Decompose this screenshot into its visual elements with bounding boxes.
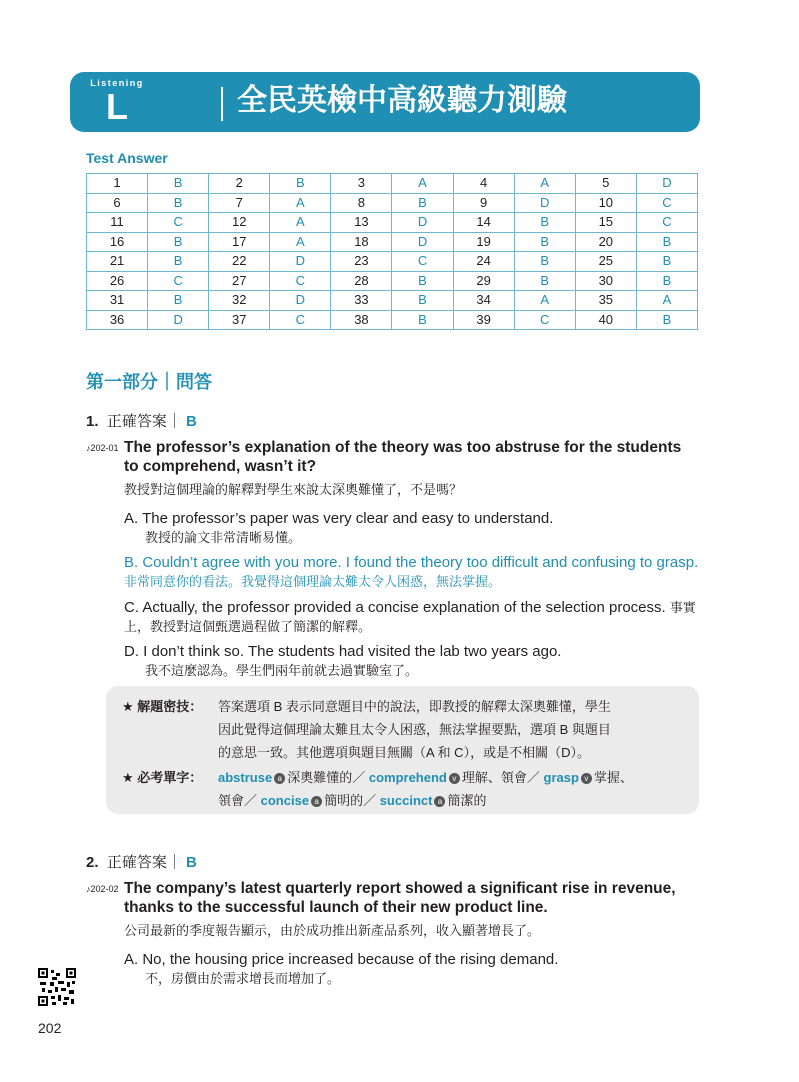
answer-key-row	[87, 193, 698, 213]
answer-key-question-number: 17	[209, 232, 270, 252]
answer-key-question-number: 11	[87, 213, 148, 233]
vocab-definition: 領會／	[218, 793, 258, 808]
q1-option-a	[124, 509, 704, 547]
answer-key-answer: B	[392, 291, 453, 311]
answer-key-row	[87, 174, 698, 194]
chapter-banner	[70, 72, 700, 132]
answer-key-answer: D	[392, 213, 453, 233]
answer-key-question-number: 14	[453, 213, 514, 233]
answer-key-question-number: 4	[453, 174, 514, 194]
answer-key-question-number: 12	[209, 213, 270, 233]
answer-key-label: Test Answer	[86, 150, 168, 166]
answer-key-question-number: 40	[575, 310, 636, 330]
answer-key-question-number: 28	[331, 271, 392, 291]
answer-key-answer: C	[148, 271, 209, 291]
answer-key-answer: A	[636, 291, 697, 311]
vocab-word: grasp	[543, 770, 579, 785]
qr-code	[38, 968, 76, 1006]
q1-tip-line: 答案選項 B 表示同意題目中的說法，即教授的解釋太深奧難懂，學生	[218, 699, 611, 714]
q1-number: 1.	[86, 413, 99, 430]
q1-option-d-translation: 我不這麼認為。學生們兩年前就去過實驗室了。	[145, 663, 419, 678]
q2-stem-translation: 公司最新的季度報告顯示，由於成功推出新產品系列，收入顯著增長了。	[124, 923, 541, 938]
answer-key-answer: C	[270, 310, 331, 330]
q1-option-c	[124, 598, 704, 636]
q1-option-a-text: A. The professor’s paper was very clear and easy to understand.	[124, 510, 554, 527]
answer-key-question-number: 34	[453, 291, 514, 311]
answer-key-question-number: 8	[331, 193, 392, 213]
answer-key-question-number: 3	[331, 174, 392, 194]
answer-key-question-number: 35	[575, 291, 636, 311]
chapter-title: 全民英檢中高級聽力測驗	[237, 84, 567, 117]
q2-option-a	[124, 950, 704, 988]
answer-key-answer: D	[148, 310, 209, 330]
answer-key-question-number: 26	[87, 271, 148, 291]
vocab-definition: 簡明的／	[324, 793, 377, 808]
answer-key-answer: C	[636, 193, 697, 213]
answer-key-answer: A	[514, 174, 575, 194]
vocab-definition: 理解、領會／	[461, 770, 540, 785]
chapter-tag	[86, 78, 148, 125]
answer-key-question-number: 2	[209, 174, 270, 194]
answer-key-answer: D	[392, 232, 453, 252]
q1-header	[86, 410, 197, 431]
answer-key-row	[87, 271, 698, 291]
q1-stem: The professor’s explanation of the theory was too abstruse for the students to comprehend, wasn’t it?	[124, 439, 682, 475]
answer-key-question-number: 1	[87, 174, 148, 194]
q1-answer: B	[186, 413, 197, 430]
vocab-word: comprehend	[368, 770, 447, 785]
q2-answer-label: 正確答案｜	[106, 854, 182, 871]
answer-key-answer: C	[636, 213, 697, 233]
answer-key-question-number: 10	[575, 193, 636, 213]
answer-key-answer: B	[148, 291, 209, 311]
q1-option-d-text: D. I don’t think so. The students had visited the lab two years ago.	[124, 643, 562, 660]
answer-key-answer: A	[270, 193, 331, 213]
answer-key-question-number: 37	[209, 310, 270, 330]
answer-key-answer: A	[514, 291, 575, 311]
vocab-definition: 掌握、	[593, 770, 633, 785]
answer-key-table	[86, 173, 698, 330]
answer-key-row	[87, 213, 698, 233]
part-of-speech-badge: a	[311, 796, 322, 807]
banner-divider	[221, 87, 223, 121]
q2-option-a-text: A. No, the housing price increased because of the rising demand.	[124, 951, 559, 968]
answer-key-answer: B	[636, 232, 697, 252]
answer-key-question-number: 36	[87, 310, 148, 330]
answer-key-answer: D	[636, 174, 697, 194]
section-title: 第一部分｜問答	[86, 372, 212, 392]
answer-key-question-number: 25	[575, 252, 636, 272]
answer-key-question-number: 20	[575, 232, 636, 252]
q1-tip	[122, 695, 611, 760]
answer-key-question-number: 24	[453, 252, 514, 272]
answer-key-row	[87, 291, 698, 311]
answer-key-answer: B	[270, 174, 331, 194]
q1-audio-track: ♪202-01	[86, 443, 119, 453]
vocab-word: abstruse	[218, 770, 273, 785]
q1-option-b-text: B. Couldn’t agree with you more. I found the theory too difficult and confusing to grasp.	[124, 554, 699, 571]
answer-key-question-number: 15	[575, 213, 636, 233]
answer-key-question-number: 7	[209, 193, 270, 213]
answer-key-question-number: 22	[209, 252, 270, 272]
answer-key-question-number: 33	[331, 291, 392, 311]
answer-key-answer: A	[270, 213, 331, 233]
q1-stem-translation: 教授對這個理論的解釋對學生來說太深奧難懂了，不是嗎？	[124, 482, 463, 497]
answer-key-answer: C	[148, 213, 209, 233]
answer-key-question-number: 29	[453, 271, 514, 291]
q1-option-c-translation: 事實上，教授對這個甄選過程做了簡潔的解釋。	[124, 600, 696, 634]
q1-vocab-label: ★ 必考單字：	[122, 770, 203, 785]
q2-option-a-translation: 不，房價由於需求增長而增加了。	[145, 971, 341, 986]
vocab-definition: 深奧難懂的／	[287, 770, 366, 785]
q2-header	[86, 851, 197, 872]
q1-option-c-text: C. Actually, the professor provided a concise explanation of the selection process.	[124, 599, 666, 616]
answer-key-question-number: 13	[331, 213, 392, 233]
part-of-speech-badge: a	[274, 773, 285, 784]
answer-key-question-number: 6	[87, 193, 148, 213]
answer-key-question-number: 38	[331, 310, 392, 330]
vocab-word: succinct	[379, 793, 433, 808]
q1-answer-label: 正確答案｜	[106, 413, 182, 430]
answer-key-answer: D	[514, 193, 575, 213]
chapter-tag-letter: L	[106, 86, 128, 127]
answer-key-answer: B	[392, 310, 453, 330]
answer-key-question-number: 31	[87, 291, 148, 311]
answer-key-answer: B	[148, 252, 209, 272]
q1-tip-line: 的意思一致。其他選項與題目無關（A 和 C），或是不相關（D）。	[218, 745, 590, 760]
answer-key-answer: D	[270, 291, 331, 311]
answer-key-answer: B	[392, 271, 453, 291]
q2-number: 2.	[86, 854, 99, 871]
answer-key-answer: B	[636, 252, 697, 272]
answer-key-answer: B	[514, 213, 575, 233]
answer-key-row	[87, 252, 698, 272]
answer-key-answer: B	[514, 271, 575, 291]
answer-key-answer: B	[514, 252, 575, 272]
answer-key-question-number: 21	[87, 252, 148, 272]
answer-key-question-number: 19	[453, 232, 514, 252]
answer-key-answer: B	[392, 193, 453, 213]
chapter-tag-label: Listening	[90, 78, 144, 88]
answer-key-answer: B	[514, 232, 575, 252]
answer-key-answer: B	[148, 232, 209, 252]
answer-key-row	[87, 232, 698, 252]
answer-key-question-number: 32	[209, 291, 270, 311]
q1-tip-label: ★ 解題密技：	[122, 699, 203, 714]
q2-audio-track: ♪202-02	[86, 884, 119, 894]
answer-key-question-number: 39	[453, 310, 514, 330]
answer-key-question-number: 30	[575, 271, 636, 291]
q1-option-b-translation: 非常同意你的看法。我覺得這個理論太難太令人困惑，無法掌握。	[124, 574, 502, 589]
answer-key-question-number: 9	[453, 193, 514, 213]
q1-vocab	[122, 766, 633, 808]
q1-tip-line: 因此覺得這個理論太難且太令人困惑，無法掌握要點，選項 B 與題目	[218, 722, 611, 737]
answer-key-answer: A	[270, 232, 331, 252]
answer-key-answer: D	[270, 252, 331, 272]
part-of-speech-badge: v	[581, 773, 592, 784]
answer-key-answer: B	[636, 271, 697, 291]
part-of-speech-badge: a	[434, 796, 445, 807]
answer-key-answer: B	[148, 193, 209, 213]
answer-key-answer: A	[392, 174, 453, 194]
answer-key-answer: B	[636, 310, 697, 330]
part-of-speech-badge: v	[449, 773, 460, 784]
answer-key-question-number: 16	[87, 232, 148, 252]
answer-key-row	[87, 310, 698, 330]
answer-key-answer: B	[148, 174, 209, 194]
answer-key-answer: C	[270, 271, 331, 291]
q1-option-a-translation: 教授的論文非常清晰易懂。	[145, 530, 302, 545]
answer-key-answer: C	[392, 252, 453, 272]
answer-key-question-number: 5	[575, 174, 636, 194]
q1-option-d	[124, 642, 704, 680]
q2-stem: The company’s latest quarterly report showed a significant rise in revenue, thanks to the successful launch of their new product line.	[124, 880, 676, 916]
vocab-word: concise	[260, 793, 310, 808]
q1-option-b	[124, 553, 704, 591]
answer-key-question-number: 27	[209, 271, 270, 291]
vocab-definition: 簡潔的	[447, 793, 487, 808]
page-number: 202	[38, 1020, 62, 1036]
q2-answer: B	[186, 854, 197, 871]
answer-key-answer: C	[514, 310, 575, 330]
answer-key-question-number: 18	[331, 232, 392, 252]
answer-key-question-number: 23	[331, 252, 392, 272]
